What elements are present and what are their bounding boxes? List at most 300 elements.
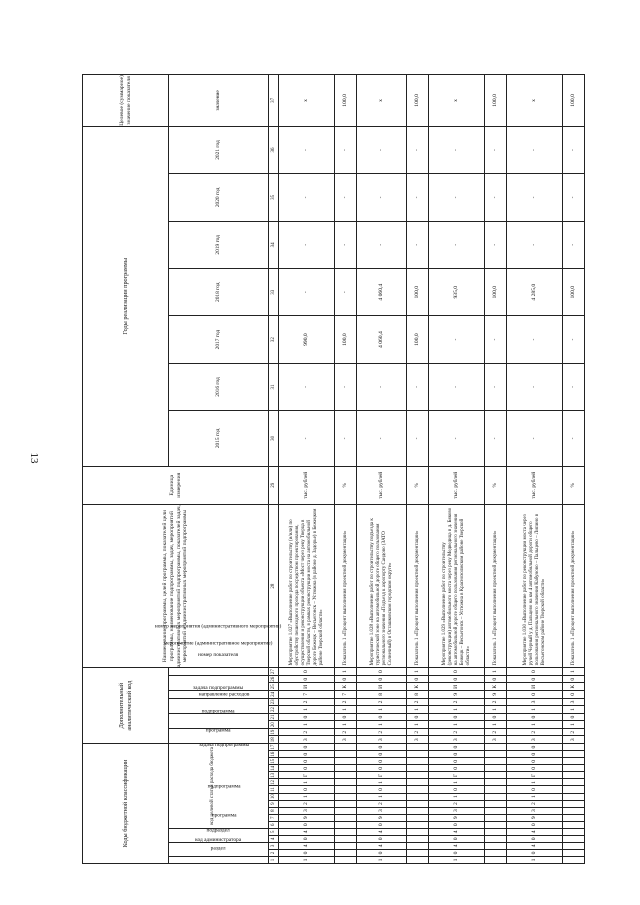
extra-code-digit: 0 — [407, 713, 429, 721]
budget-code-digit — [485, 786, 507, 793]
year-value: - — [279, 221, 335, 268]
year-value: - — [507, 126, 563, 173]
extra-code-digit: 2 — [335, 698, 357, 706]
year-2017-header: 2017 год — [169, 316, 269, 363]
extra-code-digit: 1 — [407, 721, 429, 729]
row-unit: тыс. рублей — [279, 466, 335, 504]
year-value: - — [357, 411, 407, 466]
column-number: 5 — [269, 828, 279, 835]
extra-code-digit: И — [279, 683, 335, 691]
budget-code-digit: 0 — [429, 744, 485, 751]
budget-code-digit — [407, 821, 429, 828]
budget-code-digit: 2 — [279, 800, 335, 807]
extra-code-digit: 3 — [429, 736, 485, 744]
extra-code-digit: 2 — [407, 728, 429, 736]
year-value: - — [485, 316, 507, 363]
extra-code-digit: 0 — [357, 675, 407, 683]
extra-code-digit: 1 — [335, 721, 357, 729]
budget-code-digit: 0 — [507, 821, 563, 828]
extra-code-digit: 0 — [429, 668, 485, 676]
extra-zadacha-header: задача подпрограммы — [169, 698, 269, 713]
extra-code-digit: 7 — [279, 691, 335, 699]
podrazdel-header: подраздел — [169, 828, 269, 842]
year-value: - — [279, 174, 335, 221]
budget-code-digit — [563, 765, 585, 772]
extra-code-digit: 1 — [335, 706, 357, 714]
year-value: - — [485, 411, 507, 466]
budget-code-digit — [563, 856, 585, 863]
extra-code-digit: 0 — [279, 668, 335, 676]
extra-code-digit: 2 — [357, 698, 407, 706]
budget-code-digit — [485, 793, 507, 800]
column-number: 4 — [269, 835, 279, 842]
year-value: - — [563, 126, 585, 173]
year-value: - — [507, 221, 563, 268]
budget-code-digit — [335, 835, 357, 842]
extra-code-digit: 0 — [279, 713, 335, 721]
budget-code-digit: 2 — [357, 800, 407, 807]
budget-code-digit — [407, 793, 429, 800]
target-group-header: Целевое (суммарное) значение показателя — [83, 75, 169, 127]
budget-code-digit — [485, 835, 507, 842]
column-number-row — [269, 75, 279, 864]
budget-code-digit: 4 — [429, 842, 485, 849]
budget-code-digit — [335, 744, 357, 751]
budget-code-digit — [335, 856, 357, 863]
budget-code-digit: 1 — [357, 779, 407, 786]
extra-code-digit: 2 — [507, 728, 563, 736]
table-row — [563, 75, 585, 864]
budget-code-digit — [485, 744, 507, 751]
year-value: 100,0 — [485, 269, 507, 316]
budget-code-digit: 3 — [429, 807, 485, 814]
value-header: значение — [169, 75, 269, 127]
extra-code-digit: 0 — [335, 713, 357, 721]
budget-code-digit: 0 — [507, 765, 563, 772]
column-number: 31 — [269, 363, 279, 410]
column-number: 35 — [269, 174, 279, 221]
column-number: 29 — [269, 466, 279, 504]
column-number: 6 — [269, 821, 279, 828]
kcs-header: код целевой статьи расхода бюджета программа подпрограмма задача подпрограммы направление расходов — [169, 744, 269, 829]
extra-code-digit: 0 — [429, 675, 485, 683]
budget-code-digit — [335, 849, 357, 856]
row-name: Показатель 1 «Процент выполнения проектной документации» — [335, 504, 357, 667]
table-row — [429, 75, 485, 864]
year-value: - — [335, 411, 357, 466]
year-value: - — [407, 126, 429, 173]
column-number: 16 — [269, 751, 279, 758]
extra-nom-merop-header: номер мероприятия (административного мероприятия) — [169, 675, 269, 690]
row-name: Показатель 1 «Процент выполнения проектной документации» — [407, 504, 429, 667]
extra-code-digit: 3 — [563, 736, 585, 744]
extra-code-digit: 8 — [357, 691, 407, 699]
extra-code-digit: К — [335, 683, 357, 691]
year-value: - — [407, 411, 429, 466]
year-value: - — [335, 126, 357, 173]
year-value: - — [357, 126, 407, 173]
extra-code-digit: К — [485, 683, 507, 691]
year-value: - — [563, 221, 585, 268]
budget-code-digit: 2 — [429, 800, 485, 807]
column-number: 1 — [269, 856, 279, 863]
budget-code-digit: 0 — [357, 821, 407, 828]
year-value: - — [563, 411, 585, 466]
year-value: 990,0 — [279, 316, 335, 363]
extra-code-digit: 1 — [407, 668, 429, 676]
extra-code-digit: И — [429, 683, 485, 691]
budget-code-digit — [407, 828, 429, 835]
budget-code-digit: 0 — [357, 835, 407, 842]
extra-code-digit: 2 — [485, 698, 507, 706]
extra-code-digit: 1 — [507, 721, 563, 729]
extra-code-digit: 8 — [407, 691, 429, 699]
extra-code-digit: К — [407, 683, 429, 691]
extra-code-digit: К — [563, 683, 585, 691]
budget-code-digit: 4 — [357, 842, 407, 849]
budget-code-digit: 1 — [507, 856, 563, 863]
column-number: 18 — [269, 736, 279, 744]
year-value: 4 060,4 — [357, 316, 407, 363]
column-number: 32 — [269, 316, 279, 363]
budget-code-digit — [485, 828, 507, 835]
budget-code-digit: Г — [507, 772, 563, 779]
budget-code-digit — [485, 821, 507, 828]
budget-code-digit — [407, 849, 429, 856]
extra-code-digit: 2 — [429, 728, 485, 736]
row-name: Показатель 1 «Процент выполнения проектной документации» — [563, 504, 585, 667]
budget-code-digit: 3 — [357, 807, 407, 814]
year-value: 4 060,4 — [357, 269, 407, 316]
budget-code-digit — [485, 751, 507, 758]
budget-code-digit: 0 — [357, 765, 407, 772]
table-row — [279, 75, 335, 864]
year-value: - — [507, 316, 563, 363]
row-name: Показатель 1 «Процент выполнения проектной документации» — [485, 504, 507, 667]
year-value: - — [279, 363, 335, 410]
budget-code-digit — [563, 842, 585, 849]
budget-code-digit — [485, 758, 507, 765]
column-number: 30 — [269, 411, 279, 466]
extra-code-digit: 0 — [507, 668, 563, 676]
budget-code-digit: 0 — [357, 758, 407, 765]
extra-code-digit: 2 — [357, 728, 407, 736]
row-name: Мероприятие 1.029 «Выполнение работ по строительству (реконструкции) автомобильного моста через реку Медведица в д. Бяково на автомобильной дороге общего пользования регионального значения Бежецк – Весьегонск – Устюжна в Краснохолмском районе Тверской области» — [429, 504, 485, 667]
column-number: 10 — [269, 793, 279, 800]
extra-code-digit: 1 — [279, 706, 335, 714]
year-2021-header: 2021 год — [169, 126, 269, 173]
column-number: 13 — [269, 772, 279, 779]
extra-code-digit: 3 — [507, 736, 563, 744]
row-unit: % — [407, 466, 429, 504]
budget-code-digit — [563, 779, 585, 786]
column-number: 11 — [269, 786, 279, 793]
budget-code-digit: 3 — [279, 807, 335, 814]
extra-prog-header: программа — [169, 728, 269, 743]
year-value: - — [429, 363, 485, 410]
column-number: 15 — [269, 758, 279, 765]
budget-code-digit — [485, 856, 507, 863]
row-unit: % — [485, 466, 507, 504]
year-value: - — [407, 174, 429, 221]
extra-code-digit: 0 — [485, 675, 507, 683]
year-value: - — [429, 174, 485, 221]
year-value: - — [335, 174, 357, 221]
column-number: 28 — [269, 504, 279, 667]
year-value: - — [357, 221, 407, 268]
column-number: 7 — [269, 814, 279, 821]
budget-code-digit: Г — [429, 772, 485, 779]
budget-code-digit — [407, 765, 429, 772]
budget-code-digit — [335, 821, 357, 828]
budget-code-digit: 1 — [429, 856, 485, 863]
budget-code-digit — [407, 814, 429, 821]
budget-code-digit: 4 — [507, 828, 563, 835]
row-name: Мероприятие 1.028 «Выполнение работ по строительству подъезда к туристической зоне на автомобильной дороге общего пользования регионального значения «Подъезд к аэропорту Сандово (ЗАТО Солнечный) в Осташковском городском округе» — [357, 504, 407, 667]
extra-code-digit: 0 — [563, 675, 585, 683]
budget-code-digit: 0 — [279, 744, 335, 751]
extra-code-digit: 2 — [407, 698, 429, 706]
budget-code-digit — [335, 828, 357, 835]
year-value: - — [407, 221, 429, 268]
budget-code-digit: 1 — [429, 779, 485, 786]
budget-code-digit: 0 — [507, 849, 563, 856]
extra-code-digit: 1 — [485, 668, 507, 676]
budget-code-digit — [485, 800, 507, 807]
budget-code-digit: 0 — [507, 835, 563, 842]
extra-code-digit: 1 — [563, 706, 585, 714]
extra-code-digit: 1 — [429, 721, 485, 729]
year-value: 4 285,0 — [507, 269, 563, 316]
column-number: 25 — [269, 683, 279, 691]
extra-code-digit: 2 — [279, 698, 335, 706]
budget-code-digit: 0 — [279, 765, 335, 772]
extra-code-digit: 0 — [507, 675, 563, 683]
budget-code-digit — [485, 842, 507, 849]
extra-code-digit: 3 — [335, 736, 357, 744]
budget-code-digit — [485, 772, 507, 779]
extra-merop-header: мероприятие (административное мероприятие) — [169, 691, 269, 699]
year-value: - — [279, 411, 335, 466]
budget-codes-header: Коды бюджетной классификации — [83, 744, 169, 864]
budget-code-digit — [485, 814, 507, 821]
year-2016-header: 2016 год — [169, 363, 269, 410]
page-number: 13 — [28, 452, 40, 464]
budget-code-digit: 9 — [507, 814, 563, 821]
year-value: - — [563, 174, 585, 221]
budget-code-digit — [563, 758, 585, 765]
row-unit: % — [563, 466, 585, 504]
year-value: - — [357, 363, 407, 410]
extra-code-digit: 1 — [507, 706, 563, 714]
year-value: - — [507, 174, 563, 221]
budget-code-digit: 1 — [279, 779, 335, 786]
budget-code-digit — [335, 765, 357, 772]
extra-code-digit: 2 — [335, 728, 357, 736]
budget-code-digit: 0 — [429, 786, 485, 793]
extra-code-digit: 2 — [485, 728, 507, 736]
extra-code-digit: 0 — [563, 713, 585, 721]
budget-code-digit — [563, 849, 585, 856]
year-value: - — [429, 316, 485, 363]
row-unit: тыс. рублей — [429, 466, 485, 504]
extra-code-digit: 1 — [485, 706, 507, 714]
column-number: 8 — [269, 807, 279, 814]
budget-code-digit: 0 — [429, 835, 485, 842]
extra-code-digit: 7 — [335, 691, 357, 699]
budget-code-digit — [563, 835, 585, 842]
year-value: - — [335, 269, 357, 316]
extra-code-digit: 3 — [485, 736, 507, 744]
budget-code-digit: 0 — [279, 751, 335, 758]
budget-code-digit: 9 — [429, 814, 485, 821]
extra-code-digit: 2 — [279, 728, 335, 736]
year-value: 100,0 — [407, 269, 429, 316]
budget-code-digit — [485, 807, 507, 814]
year-value: 935,0 — [429, 269, 485, 316]
budget-code-digit: Г — [357, 772, 407, 779]
column-number: 26 — [269, 675, 279, 683]
year-value: - — [429, 411, 485, 466]
year-2020-header: 2020 год — [169, 174, 269, 221]
column-number: 20 — [269, 721, 279, 729]
budget-code-digit: 4 — [507, 842, 563, 849]
column-number: 14 — [269, 765, 279, 772]
year-value: - — [563, 316, 585, 363]
column-number: 21 — [269, 713, 279, 721]
years-group-header: Годы реализации программы — [83, 126, 169, 466]
row-unit: % — [335, 466, 357, 504]
extra-code-digit: 1 — [279, 721, 335, 729]
budget-code-digit — [485, 849, 507, 856]
budget-code-digit — [563, 821, 585, 828]
budget-code-digit: 0 — [357, 751, 407, 758]
year-value: - — [335, 221, 357, 268]
budget-code-digit: 0 — [279, 786, 335, 793]
extra-code-digit: 0 — [507, 691, 563, 699]
extra-code-digit: 9 — [485, 691, 507, 699]
target-value: 100,0 — [335, 75, 357, 127]
column-number: 17 — [269, 744, 279, 751]
budget-code-digit: Г — [279, 772, 335, 779]
year-value: - — [357, 174, 407, 221]
target-value: x — [429, 75, 485, 127]
extra-code-digit: 1 — [485, 721, 507, 729]
extra-code-digit: 1 — [563, 721, 585, 729]
budget-code-digit: 0 — [279, 758, 335, 765]
budget-code-digit — [407, 786, 429, 793]
year-value: 100,0 — [563, 269, 585, 316]
budget-code-digit: 1 — [507, 779, 563, 786]
column-number: 12 — [269, 779, 279, 786]
target-value: 100,0 — [485, 75, 507, 127]
budget-code-digit — [563, 828, 585, 835]
budget-code-digit — [407, 800, 429, 807]
year-value: - — [485, 126, 507, 173]
year-value: - — [429, 126, 485, 173]
name-column-header: Наименование программы, целей программы, показателей цели программы, наименование подпрограммы, задач, мероприятий административных мероприятий подпрограммы, показателей задач, мероприятий и административных мероприятий подпрограммы — [83, 504, 269, 667]
extra-code-header: Дополнительный аналитический код — [83, 668, 169, 744]
budget-code-digit — [563, 793, 585, 800]
budget-code-digit — [407, 744, 429, 751]
extra-code-digit: 3 — [407, 736, 429, 744]
budget-code-digit — [407, 856, 429, 863]
budget-code-digit — [407, 835, 429, 842]
extra-code-digit: 0 — [429, 713, 485, 721]
extra-nom-pok-header: номер показателя — [169, 668, 269, 676]
budget-code-digit: 1 — [507, 793, 563, 800]
budget-code-digit: 0 — [507, 744, 563, 751]
extra-code-digit: И — [507, 683, 563, 691]
extra-code-digit: 0 — [335, 675, 357, 683]
razdel-header: раздел — [169, 842, 269, 856]
row-name: Мероприятие 1.030 «Выполнение работ по реконструкции моста через ручей Черный у д. Пальцево на км 4 автомобильной дороги общего пользования регионального значения Кабуново – Пальцево – Липино в Весьегонском районе Тверской области» — [507, 504, 563, 667]
budget-code-digit: 1 — [279, 793, 335, 800]
budget-code-digit: 2 — [507, 800, 563, 807]
budget-code-digit: 9 — [279, 814, 335, 821]
budget-code-digit: 0 — [357, 849, 407, 856]
column-number: 37 — [269, 75, 279, 127]
budget-code-digit — [563, 807, 585, 814]
extra-code-digit: 2 — [429, 698, 485, 706]
budget-code-digit: 0 — [357, 744, 407, 751]
column-number: 19 — [269, 728, 279, 736]
extra-code-digit: 0 — [357, 713, 407, 721]
column-number: 34 — [269, 221, 279, 268]
unit-column-header: Единица измерения — [83, 466, 269, 504]
year-2018-header: 2018 год — [169, 269, 269, 316]
extra-code-digit: 1 — [429, 706, 485, 714]
table-row — [485, 75, 507, 864]
extra-code-digit: 1 — [407, 706, 429, 714]
extra-code-digit: 0 — [407, 675, 429, 683]
budget-code-digit: 0 — [279, 849, 335, 856]
year-value: - — [429, 221, 485, 268]
budget-code-digit: 3 — [507, 807, 563, 814]
column-number: 36 — [269, 126, 279, 173]
budget-code-digit — [335, 814, 357, 821]
budget-code-digit — [407, 772, 429, 779]
budget-code-digit: 0 — [279, 821, 335, 828]
row-unit: тыс. рублей — [507, 466, 563, 504]
extra-code-digit: 1 — [357, 721, 407, 729]
budget-code-digit: 9 — [357, 814, 407, 821]
budget-code-digit: 0 — [279, 835, 335, 842]
extra-code-digit: 2 — [563, 728, 585, 736]
extra-code-digit: 1 — [563, 668, 585, 676]
budget-code-digit: 1 — [279, 856, 335, 863]
year-value: - — [407, 363, 429, 410]
budget-code-digit: 0 — [507, 786, 563, 793]
year-value: - — [335, 363, 357, 410]
extra-podprog-header: подпрограмма — [169, 713, 269, 728]
extra-code-digit: 0 — [507, 713, 563, 721]
year-2019-header: 2019 год — [169, 221, 269, 268]
table-row — [407, 75, 429, 864]
budget-code-digit — [563, 772, 585, 779]
year-value: - — [507, 363, 563, 410]
budget-code-digit — [335, 758, 357, 765]
budget-code-digit — [563, 786, 585, 793]
budget-code-digit: 1 — [357, 793, 407, 800]
extra-code-digit: 0 — [357, 668, 407, 676]
column-number: 22 — [269, 706, 279, 714]
target-value: 100,0 — [563, 75, 585, 127]
budget-code-digit — [335, 807, 357, 814]
budget-code-digit — [563, 744, 585, 751]
year-value: - — [279, 269, 335, 316]
budget-code-digit — [407, 779, 429, 786]
